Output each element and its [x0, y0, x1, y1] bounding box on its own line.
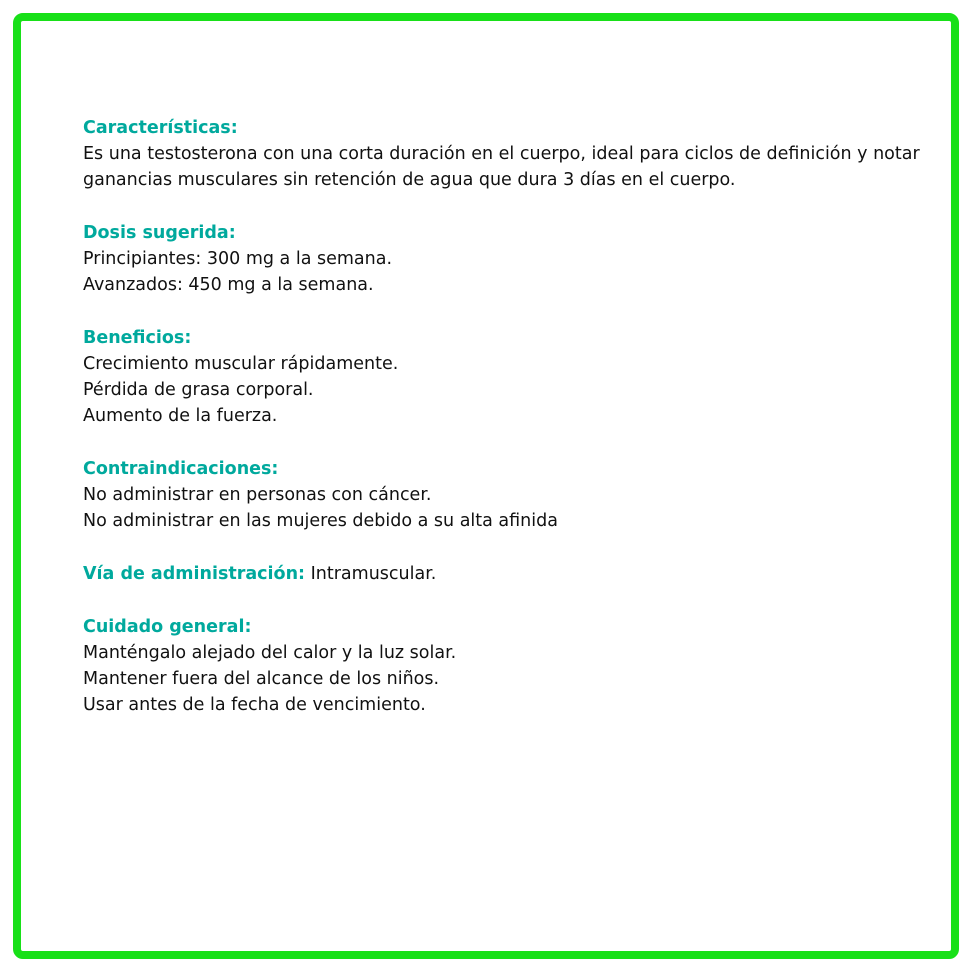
section-contraindicaciones	[83, 456, 959, 534]
dosis-line-1: Principiantes: 300 mg a la semana.	[83, 249, 393, 269]
contraindicaciones-line-2: No administrar en las mujeres debido a su alta afinida	[83, 511, 558, 531]
cuidado-line-2: Mantener fuera del alcance de los niños.	[83, 669, 440, 689]
heading-cuidado: Cuidado general:	[83, 617, 252, 637]
cuidado-line-1: Manténgalo alejado del calor y la luz solar.	[83, 643, 457, 663]
beneficios-line-2: Pérdida de grasa corporal.	[83, 380, 314, 400]
caracteristicas-line-1: Es una testosterona con una corta duración en el cuerpo, ideal para ciclos de definición y notar	[83, 144, 920, 164]
heading-contraindicaciones: Contraindicaciones:	[83, 459, 279, 479]
dosis-line-2: Avanzados: 450 mg a la semana.	[83, 275, 374, 295]
contraindicaciones-line-1: No administrar en personas con cáncer.	[83, 485, 432, 505]
product-info-document	[83, 115, 959, 745]
section-cuidado	[83, 614, 959, 718]
via-line	[83, 561, 959, 587]
via-value: Intramuscular.	[310, 564, 437, 584]
section-via	[83, 561, 959, 587]
cuidado-line-3: Usar antes de la fecha de vencimiento.	[83, 695, 426, 715]
heading-caracteristicas: Características:	[83, 118, 238, 138]
heading-via: Vía de administración:	[83, 564, 306, 584]
section-beneficios	[83, 325, 959, 429]
green-border-frame	[13, 13, 959, 959]
beneficios-line-3: Aumento de la fuerza.	[83, 406, 278, 426]
beneficios-line-1: Crecimiento muscular rápidamente.	[83, 354, 399, 374]
heading-dosis: Dosis sugerida:	[83, 223, 236, 243]
section-caracteristicas	[83, 115, 959, 193]
caracteristicas-line-2: ganancias musculares sin retención de agua que dura 3 días en el cuerpo.	[83, 170, 736, 190]
heading-beneficios: Beneficios:	[83, 328, 192, 348]
section-dosis	[83, 220, 959, 298]
